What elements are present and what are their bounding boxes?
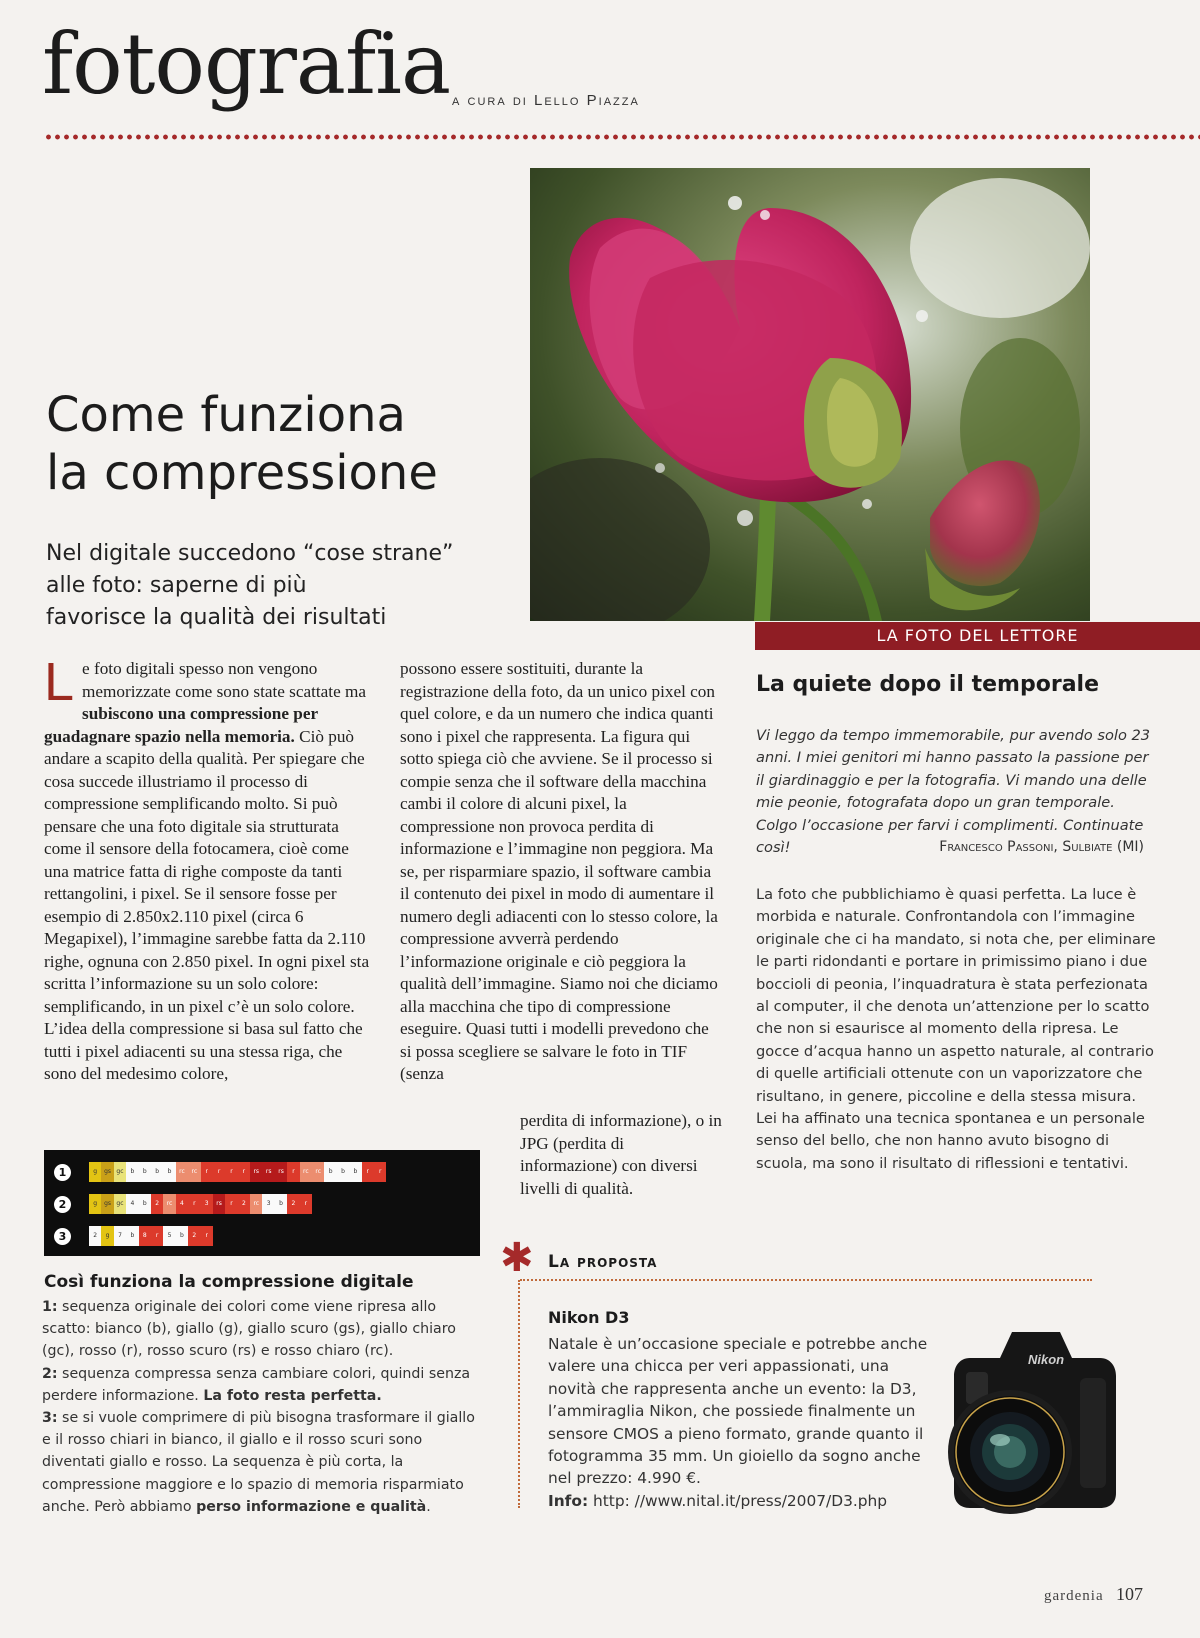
pixel-cell: gs [101,1194,113,1214]
pixel-cell: rc [188,1162,200,1182]
pixel-cell: r [225,1194,237,1214]
pixel-cell: 4 [176,1194,188,1214]
caption-text-2: sequenza compressa senza cambiare colori, quindi senza perdere informazione. [42,1365,471,1404]
pixel-cell: rs [262,1162,274,1182]
pixel-cell: b [151,1162,163,1182]
pixel-cell: 8 [139,1226,151,1246]
pixel-cell: b [163,1162,175,1182]
pixel-cell: rc [250,1194,262,1214]
pixel-cell: 3 [201,1194,213,1214]
row-number-2: 2 [54,1196,71,1213]
caption-label-2: 2: [42,1365,58,1382]
dotted-divider [44,133,1200,141]
caption-text-3: se si vuole comprimere di più bisogna trasformare il giallo e il rosso chiari in bianco, il giallo e il rosso scuri sono diventati giallo e rosso. La sequenza è più corta, la compressione maggiore e lo spazio di memoria risparmiato anche. Però abbiamo [42,1410,475,1515]
pixel-cell: b [139,1194,151,1214]
pixel-cell: 2 [188,1226,200,1246]
row-number-3: 3 [54,1228,71,1245]
proposta-dotted-side [518,1280,520,1508]
editor-comment: La foto che pubblichiamo è quasi perfetta. La luce è morbida e naturale. Confrontandola con l’immagine originale che ci ha mandato, si nota che, per eliminare le parti ridondanti e portare in primissimo piano i due boccioli di peonia, l’inquadratura è stata perfezionata al computer, il che denota un’attenzione per lo scatto che non si esaurisce al momento della ripresa. Le gocce d’acqua hanno un aspetto naturale, al contrario di quelle artificiali ottenute con un vaporizzatore che risultano, in genere, piccoline e della stessa misura. Lei ha affinato una tecnica spontanea e un personale senso del bello, che non hanno avuto bisogno di scuola, ma sono il risultato di riflessioni e tentativi. [756,886,1156,1172]
pixel-cell: rc [163,1194,175,1214]
pixel-cell: 4 [126,1194,138,1214]
reader-letter-author: Francesco Passoni, Sulbiate (MI) [939,839,1144,855]
pixel-cell: b [176,1226,188,1246]
row-number-1: 1 [54,1164,71,1181]
pixel-cell: rs [275,1162,287,1182]
pixel-sequence-2 [89,1194,312,1214]
pixel-cell: 2 [238,1194,250,1214]
pixel-cell: r [287,1162,299,1182]
info-url: http: //www.nital.it/press/2007/D3.php [588,1491,888,1510]
pixel-cell: r [201,1226,213,1246]
product-description [548,1333,928,1512]
caption-label-3: 3: [42,1410,58,1427]
pixel-cell: r [188,1194,200,1214]
pixel-cell: r [151,1226,163,1246]
pixel-cell: r [225,1162,237,1182]
product-name: Nikon D3 [548,1308,630,1327]
camera-photo [930,1318,1120,1526]
caption-bold-2: La foto resta perfetta. [203,1387,382,1404]
subhead-line-3: favorisce la qualità dei risultati [46,605,387,630]
pixel-cell: 2 [287,1194,299,1214]
pixel-cell: gs [101,1162,113,1182]
pixel-cell: r [362,1162,374,1182]
caption-text-1: sequenza originale dei colori come viene ripresa allo scatto: bianco (b), giallo (g), giallo scuro (gs), giallo chiaro (gc), rosso (r), rosso scuro (rs) e rosso chiaro (rc). [42,1299,456,1360]
camera-brand: Nikon [1028,1352,1065,1367]
section-title: fotografia [42,15,451,113]
pixel-cell: gc [114,1194,126,1214]
pixel-cell: 2 [151,1194,163,1214]
subhead-line-1: Nel digitale succedono “cose strane” [46,541,454,566]
pixel-cell: rs [250,1162,262,1182]
pixel-cell: 2 [89,1226,101,1246]
magazine-name: gardenia [1044,1588,1104,1604]
article-column-2: possono essere sostituiti, durante la registrazione della foto, da un unico pixel con quel colore, e da un numero che indica quanti sono i pixel che rappresenta. La figura qui sotto spiega ciò che avviene. Se il processo si compie senza che il software della macchina cambi il colore di alcuni pixel, la compressione non provoca perdita di informazione e l’immagine non peggiora. Ma se, per risparmiare spazio, il software cambia il contenuto dei pixel in modo di aumentare il numero degli adiacenti con lo stesso colore, la compressione avverrà perdendo l’informazione originale e ciò peggiora la qualità dell’immagine. Siamo noi che diciamo alla macchina che tipo di compressione eseguire. Quasi tutti i modelli prevedono che si possa scegliere se salvare le foto in TIF (senza [400,659,718,1083]
pixel-cell: r [238,1162,250,1182]
article-column-2-end: perdita di informazione), o in JPG (perdita di informazione) con diversi livelli di qualità. [520,1111,722,1198]
caption-end-3: . [426,1498,431,1515]
pixel-cell: g [89,1194,101,1214]
pixel-sequence-1 [89,1162,386,1182]
pixel-cell: b [324,1162,336,1182]
pixel-cell: b [139,1162,151,1182]
article-subhead [46,538,506,634]
drop-cap: L [44,652,75,712]
asterisk-icon: ✱ [500,1235,534,1281]
article-column-1 [44,652,376,1086]
headline-line-2: la compressione [46,445,438,501]
reader-photo-badge: LA FOTO DEL LETTORE [755,622,1200,650]
pixel-cell: g [101,1226,113,1246]
camera-illustration [930,1318,1120,1526]
pixel-cell: b [337,1162,349,1182]
caption-bold-3: perso informazione e qualità [196,1498,427,1515]
pixel-cell: b [275,1194,287,1214]
paragraph-bold: subiscono una compressione per guadagnare spazio nella memoria. [44,704,318,746]
pixel-cell: r [201,1162,213,1182]
pixel-sequence-3 [89,1226,213,1246]
figure-caption [42,1296,482,1518]
pixel-cell: rc [312,1162,324,1182]
page-number: 107 [1116,1584,1143,1604]
pixel-cell: rc [300,1162,312,1182]
pixel-cell: b [126,1226,138,1246]
compression-figure [44,1150,480,1256]
pixel-cell: rs [213,1194,225,1214]
subhead-line-2: alle foto: saperne di più [46,573,307,598]
pixel-cell: r [374,1162,386,1182]
pixel-cell: r [300,1194,312,1214]
pixel-cell: rc [176,1162,188,1182]
reader-letter: Vi leggo da tempo immemorabile, pur avendo solo 23 anni. I miei genitori mi hanno passato la passione per il giardinaggio e per la fotografia. Vi mando una delle mie peonie, fotografata dopo un gran temporale. Colgo l’occasione per farvi i complimenti. Continuate così! [756,727,1151,857]
pixel-cell: g [89,1162,101,1182]
paragraph-start: e foto digitali spesso non vengono memorizzate come sono state scattate ma [82,659,366,701]
pixel-cell: b [126,1162,138,1182]
pixel-cell: b [349,1162,361,1182]
peony-illustration [530,168,1090,621]
headline-line-1: Come funziona [46,387,406,443]
info-label: Info: [548,1491,589,1510]
peony-photo [530,168,1090,621]
caption-label-1: 1: [42,1299,58,1315]
pixel-cell: 3 [262,1194,274,1214]
product-text: Natale è un’occasione speciale e potrebbe anche valere una chicca per veri appassionati, una novità che rappresenta anche un evento: la D3, l’ammiraglia Nikon, che possiede finalmente un sensore CMOS a pieno formato, grande quanto il fotogramma 35 mm. Un gioiello da sogno anche nel prezzo: 4.990 €. [548,1335,928,1488]
pixel-cell: 7 [114,1226,126,1246]
figure-caption-title: Così funziona la compressione digitale [44,1272,414,1292]
paragraph-rest: Ciò può andare a scapito della qualità. Per spiegare che cosa succede illustriamo il processo di compressione semplificando molto. Si può pensare che una foto digitale sia strutturata come il sensore della fotocamera, cioè come una matrice fatta di righe composte da tanti rettangolini, i pixel. Se il sensore fosse per esempio di 2.850x2.110 pixel (circa 6 Megapixel), l’immagine sarebbe fatta da 2.110 righe, ognuna con 2.850 pixel. In ogni pixel sta scritta l’informazione su un solo colore: semplificando, in un pixel c’è un solo colore. L’idea della compressione si basa sul fatto che tutti i pixel adiacenti su una stessa riga, che sono del medesimo colore, [44,726,370,1083]
pixel-cell: gc [114,1162,126,1182]
proposta-label: La proposta [548,1252,658,1272]
proposta-dotted-rule [520,1279,1092,1281]
article-headline [46,386,506,502]
byline: a cura di Lello Piazza [452,92,640,109]
reader-photo-title: La quiete dopo il temporale [756,672,1099,697]
pixel-cell: 5 [163,1226,175,1246]
pixel-cell: r [213,1162,225,1182]
